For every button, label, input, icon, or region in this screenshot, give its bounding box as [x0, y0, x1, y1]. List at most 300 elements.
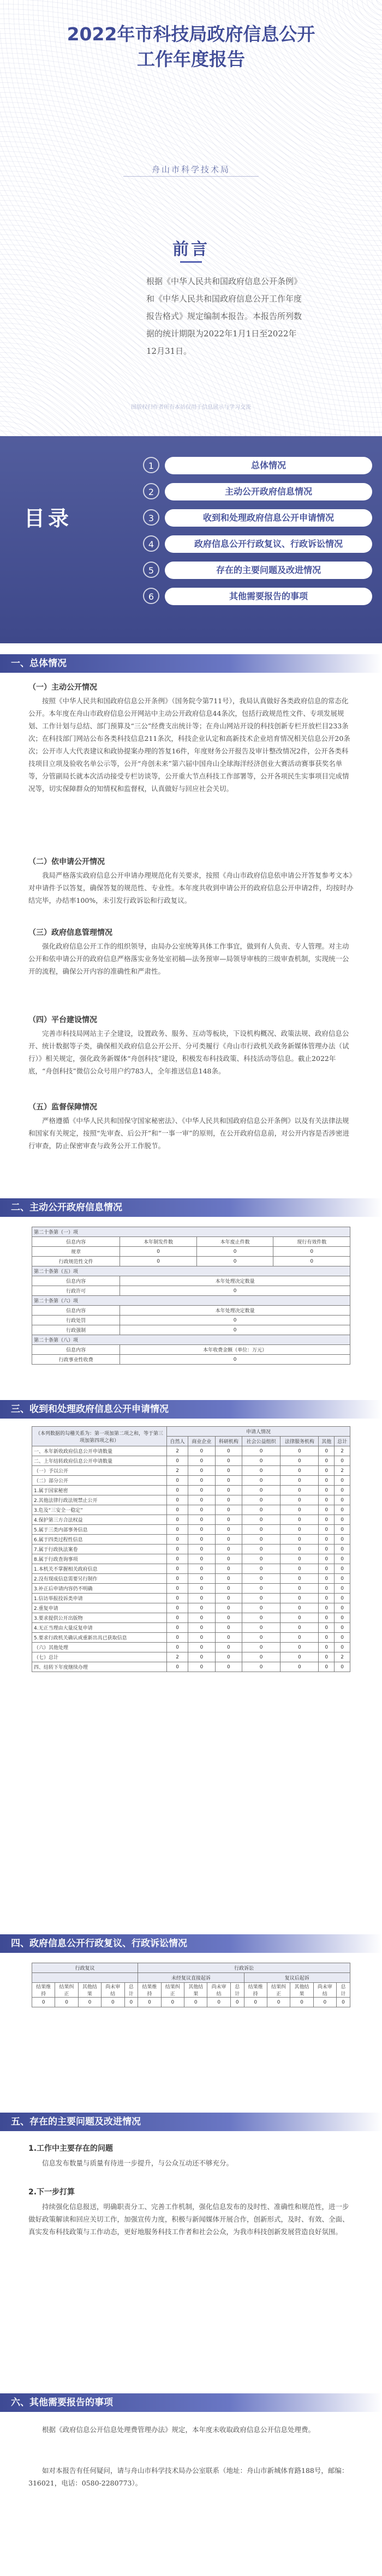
review-subheader: 结果维持 [32, 1983, 55, 1998]
table-cell: 0 [335, 1662, 350, 1672]
table-cell: 0 [167, 1623, 188, 1633]
toc-item[interactable] [143, 483, 372, 502]
table-cell: 0 [188, 1525, 215, 1535]
table-cell: 0 [215, 1613, 242, 1623]
table-row [32, 1515, 350, 1525]
table-cell: 0 [161, 1998, 184, 2007]
table-cell: 0 [335, 1486, 350, 1495]
review-subheader: 总计 [124, 1983, 138, 1998]
table-cell: 0 [242, 1545, 280, 1554]
review-subheader: 结果纠正 [55, 1983, 78, 1998]
table-cell: 0 [319, 1466, 335, 1476]
problems-paragraph: 信息发布数量与质量有待进一步提升，与公众互动还不够充分。 [42, 2159, 234, 2167]
s1-paragraph: 按照《中华人民共和国政府信息公开条例》（国务院令第711号），我局认真做好各类政府信息的常态化公开。本年度在舟山市政府信息公开网站中主动公开政府信息44条次，包括行政规范性文件、专项发展规划、工作计划与总结、部门预算及“三公”经费支出统计等；在舟山网站开设的科技创新专栏开放栏目233条次；在科技部门网站公布各类科技信息211条次，科技企业认定和高新技术企业培育情况相关信息公开20条次；公开市人大代表建议和政协提案办理的答复16件，年度财务公开报告及审计整改情况2件，公开各类科技项目立项及验收名单公示等，公开“舟创未来”第六届中国舟山全球海洋经济创业大赛活动赛事获奖名单等，分管副局长就本次活动接受专栏访谈等，公开重大节点科技工作部署等，公开各项民生实事项目完成情况等，切实保障群众的知情权和监督权，认真做好与回应社会关切。 [28, 697, 350, 793]
table-cell: 0 [188, 1574, 215, 1584]
table-cell: 0 [215, 1643, 242, 1652]
review-subheader: 尚未审结 [313, 1983, 336, 1998]
table-cell: 0 [280, 1515, 319, 1525]
cover-title-line2: 工作年度报告 [137, 49, 245, 70]
table-cell: 0 [280, 1574, 319, 1584]
table-cell: 0 [188, 1554, 215, 1564]
table-cell: 0 [184, 1998, 207, 2007]
s4-subheading: （四）平台建设情况 [28, 1016, 97, 1024]
row-label-header: （本列数据的勾稽关系为：第一项加第二项之和，等于第三项加第四项之和） [32, 1427, 167, 1446]
table-cell: 0 [335, 1633, 350, 1643]
table-cell: 0 [335, 1564, 350, 1574]
table-cell: 0 [280, 1584, 319, 1594]
plans-subheading: 2.下一步打算 [28, 2188, 75, 2197]
table-cell: 0 [242, 1554, 280, 1564]
table-header-cell: 现行有效件数 [273, 1237, 350, 1247]
table-cell: 0 [280, 1603, 319, 1613]
section3-title: 三、收到和处理政府信息公开申请情况 [11, 1404, 169, 1415]
foreword-title: 前言 [172, 240, 210, 259]
table-cell: 0 [215, 1515, 242, 1525]
toc-item[interactable] [143, 535, 372, 554]
table-row [32, 1584, 350, 1594]
table-cell: 0 [215, 1505, 242, 1515]
table-header-cell: 本年收费金额（单位：万元） [120, 1345, 350, 1355]
foreword-underline [180, 261, 202, 263]
table-row [32, 1613, 350, 1623]
toc-number: 3 [143, 509, 159, 526]
table-cell: 0 [215, 1584, 242, 1594]
direct-suit-header: 未经复议直接起诉 [138, 1973, 244, 1983]
table-cell: 0 [319, 1486, 335, 1495]
table-header-cell: 信息内容 [32, 1276, 120, 1286]
foreword-text: 根据《中华人民共和国政府信息公开条例》和《中华人民共和国政府信息公开工作年度报告格式》规定编制本报告。本报告所列数据的统计期限为2022年1月1日至2022年12月31日。 [146, 276, 302, 356]
table-row: 行政处罚 0 [32, 1316, 350, 1325]
table-cell: 0 [242, 1662, 280, 1672]
table-cell: 0 [188, 1603, 215, 1613]
table-row [32, 1525, 350, 1535]
table-cell: 0 [280, 1652, 319, 1662]
table-cell: 0 [319, 1545, 335, 1554]
table-cell: 0 [215, 1495, 242, 1505]
table-row [32, 1545, 350, 1554]
table-cell: 0 [280, 1466, 319, 1476]
table-cell: 0 [242, 1466, 280, 1476]
table-cell: 0 [319, 1613, 335, 1623]
s4-paragraph: 完善市科技局网站主子全建设，设置政务、服务、互动等板块，下设机构概况、政策法规、政府信息公开、统计数据等子类，确保相关政府信息公开公开、分可类履行《舟山市行政机关政务新媒体管理办法（试行）》相关规定，强化政务新媒体“舟创科技”建设，积极发布科技政策、科技活动等信息。截止2022年底，“舟创科技”微信公众号用户约783人，全年推送信息148条。 [28, 1029, 349, 1075]
table-cell: 0 [242, 1603, 280, 1613]
table-group-header: 第二十条第（一）项 [32, 1227, 350, 1237]
table-cell: 0 [280, 1594, 319, 1603]
row-label: （一）予以公开 [32, 1466, 167, 1476]
table-cell: 0 [188, 1505, 215, 1515]
row-label: 3.补正后申请内容仍不明确 [32, 1584, 167, 1594]
s3-subheading: （三）政府信息管理情况 [28, 928, 112, 937]
review-subheader: 其他结果 [184, 1983, 207, 1998]
table-cell: 2 [167, 1446, 188, 1456]
table-cell: 0 [319, 1515, 335, 1525]
table-cell: 0 [138, 1998, 161, 2007]
table-group-header: 第二十条第（五）项 [32, 1266, 350, 1276]
table-cell: 0 [280, 1545, 319, 1554]
table-cell: 0 [335, 1603, 350, 1613]
table-cell: 0 [32, 1998, 55, 2007]
table-header-cell: 信息内容 [32, 1345, 120, 1355]
table-cell: 0 [319, 1662, 335, 1672]
table-cell: 0 [242, 1643, 280, 1652]
table-cell: 0 [319, 1476, 335, 1486]
table-cell: 0 [280, 1446, 319, 1456]
table-cell: 0 [335, 1495, 350, 1505]
table-cell: 0 [319, 1564, 335, 1574]
table-cell: 0 [280, 1564, 319, 1574]
table-cell: 0 [188, 1486, 215, 1495]
table-cell: 0 [242, 1495, 280, 1505]
table-cell: 0 [215, 1525, 242, 1535]
table-cell: 0 [242, 1446, 280, 1456]
s1-subheading: （一）主动公开情况 [28, 683, 97, 692]
s5-subheading: （五）监督保障情况 [28, 1103, 97, 1112]
table-row [32, 1998, 350, 2007]
s3-paragraph: 强化政府信息公开工作的组织领导，由局办公室统筹具体工作事宜，做到有人负责、专人管理。对主动公开和依申请公开的政府信息严格落实业务处室初稿—法务预审—局领导审核的三级审查机制，实现统一公开的流程，确保公开内容的准确性和严肃性。 [28, 942, 349, 975]
table-row [32, 1633, 350, 1643]
table-cell: 0 [55, 1998, 78, 2007]
table-cell: 0 [319, 1456, 335, 1466]
table-cell: 0 [188, 1535, 215, 1545]
problems-subheading: 1.工作中主要存在的问题 [28, 2144, 114, 2153]
table-row [32, 1456, 350, 1466]
table-cell: 0 [215, 1476, 242, 1486]
applicant-column-header: 商业企业 [188, 1437, 215, 1446]
table-cell: 0 [242, 1515, 280, 1525]
table-cell: 2 [167, 1466, 188, 1476]
table-header-cell: 信息内容 [32, 1306, 120, 1316]
table-cell: 0 [280, 1525, 319, 1535]
table-row [32, 1535, 350, 1545]
table-cell: 0 [242, 1623, 280, 1633]
table-cell: 0 [335, 1515, 350, 1525]
table-cell: 0 [167, 1486, 188, 1495]
table-cell: 0 [335, 1643, 350, 1652]
row-label: 2.重复申请 [32, 1603, 167, 1613]
toc-item[interactable] [143, 509, 372, 528]
table-cell: 0 [188, 1652, 215, 1662]
section4-header [0, 1934, 382, 1953]
s2-subheading: （二）依申请公开情况 [28, 858, 105, 866]
table-cell: 0 [242, 1584, 280, 1594]
table-row [32, 1446, 350, 1456]
row-label: 8.属于行政查询事项 [32, 1554, 167, 1564]
section5-header [0, 2113, 382, 2131]
table-cell: 0 [188, 1564, 215, 1574]
section6-title: 六、其他需要报告的事项 [11, 2397, 113, 2408]
table-cell: 0 [280, 1554, 319, 1564]
table-cell: 0 [215, 1633, 242, 1643]
cover [0, 0, 382, 485]
toc-item-label: 存在的主要问题及改进情况 [165, 562, 372, 579]
table-cell: 0 [188, 1495, 215, 1505]
table-cell: 0 [215, 1554, 242, 1564]
row-label: 5.属于三类内部事务信息 [32, 1525, 167, 1535]
section2-header [0, 1198, 382, 1217]
row-label: （六）其他处理 [32, 1643, 167, 1652]
toc-number: 1 [143, 457, 159, 473]
table-cell: 0 [215, 1662, 242, 1672]
table-row [32, 1594, 350, 1603]
row-label: 7.属于行政执法案卷 [32, 1545, 167, 1554]
table-cell: 0 [242, 1613, 280, 1623]
table-cell: 0 [242, 1594, 280, 1603]
cover-department: 舟山市科学技术局 [151, 165, 230, 174]
toc-item-label: 总体情况 [165, 457, 372, 474]
table-cell: 0 [280, 1535, 319, 1545]
table-cell: 0 [215, 1466, 242, 1476]
table-cell: 0 [215, 1446, 242, 1456]
table-cell: 0 [335, 1545, 350, 1554]
table-cell: 0 [188, 1466, 215, 1476]
toc-item[interactable] [143, 457, 372, 475]
table-cell: 0 [124, 1998, 138, 2007]
toc-label: 目录 [24, 506, 73, 530]
toc-item-label: 收到和处理政府信息公开申请情况 [165, 509, 372, 527]
table-header-cell: 本年处理决定数量 [120, 1306, 350, 1316]
table-cell: 0 [188, 1633, 215, 1643]
review-subheader: 其他结果 [290, 1983, 313, 1998]
table-cell: 0 [188, 1545, 215, 1554]
table-cell: 0 [188, 1584, 215, 1594]
table-group-header: 第二十条第（八）项 [32, 1335, 350, 1345]
table-cell: 0 [319, 1643, 335, 1652]
applicant-header: 申请人情况 [167, 1427, 350, 1437]
table-cell: 0 [335, 1594, 350, 1603]
table-row: 行政事业性收费 0 [32, 1355, 350, 1365]
toc-number: 6 [143, 588, 159, 604]
table-cell: 2 [335, 1466, 350, 1476]
table-cell: 0 [167, 1525, 188, 1535]
table-cell: 0 [319, 1584, 335, 1594]
table-cell: 0 [280, 1495, 319, 1505]
table-cell: 0 [188, 1446, 215, 1456]
contact-paragraph: 如对本报告有任何疑问，请与舟山市科学技术局办公室联系（地址：舟山市新城体育路188号，邮编：316021，电话：0580-2280773）。 [28, 2466, 349, 2487]
table-cell: 0 [167, 1603, 188, 1613]
s2-paragraph: 我局严格落实政府信息公开申请办理规范化有关要求，按照《舟山市政府信息依申请公开答复参考文本》对申请件予以答复，确保答复的规范性、专业性。本年度共收到申请公开的政府信息公开申请2件，均按时办结完毕，办结率100%，未引发行政诉讼和行政复议。 [28, 871, 354, 904]
table-cell: 0 [242, 1476, 280, 1486]
table-cell: 2 [335, 1652, 350, 1662]
review-subheader: 结果纠正 [161, 1983, 184, 1998]
table-cell: 0 [335, 1456, 350, 1466]
applicant-column-header: 其他 [319, 1437, 335, 1446]
table-cell: 0 [280, 1505, 319, 1515]
toc-list [143, 457, 372, 614]
table-cell: 0 [335, 1525, 350, 1535]
review-subheader: 尚未审结 [102, 1983, 124, 1998]
table-cell: 0 [167, 1476, 188, 1486]
table-cell: 0 [242, 1564, 280, 1574]
table-cell: 0 [319, 1603, 335, 1613]
table-cell: 0 [319, 1554, 335, 1564]
review-subheader: 结果维持 [244, 1983, 267, 1998]
table-cell: 0 [313, 1998, 336, 2007]
table-header-cell: 信息内容 [32, 1237, 120, 1247]
toc-item[interactable] [143, 588, 372, 606]
toc-number: 2 [143, 483, 159, 499]
table-cell: 0 [167, 1662, 188, 1672]
table-cell: 0 [188, 1594, 215, 1603]
table-header-cell: 本年处理决定数量 [120, 1276, 350, 1286]
table-cell: 0 [319, 1574, 335, 1584]
table-cell: 0 [102, 1998, 124, 2007]
row-label: 1.信访举报投诉类申请 [32, 1594, 167, 1603]
review-subheader: 尚未审结 [207, 1983, 230, 1998]
table-cell: 0 [167, 1594, 188, 1603]
table-cell: 0 [242, 1486, 280, 1495]
table-cell: 0 [280, 1613, 319, 1623]
table-cell: 0 [242, 1505, 280, 1515]
table-cell: 0 [78, 1998, 101, 2007]
row-label: 4.保护第三方合法权益 [32, 1515, 167, 1525]
table-cell: 0 [188, 1623, 215, 1633]
table-cell: 0 [335, 1613, 350, 1623]
toc-number: 4 [143, 535, 159, 552]
plans-paragraph: 持续强化信息报送，明确职责分工、完善工作机制，强化信息发布的及时性、准确性和规范性，进一步做好政策解读和回应关切工作，加强宣传力度，积极与新闻媒体开展合作，创新形式，及时、有效、全面、真实发布科技政策与工作动态，更好地服务科技工作者和社会公众，为我市科技创新发展营造良好氛围。 [28, 2203, 349, 2236]
table-cell: 0 [290, 1998, 313, 2007]
row-label: 4.无正当理由大量反复申请 [32, 1623, 167, 1633]
table-cell: 0 [188, 1613, 215, 1623]
applicant-column-header: 科研机构 [215, 1437, 242, 1446]
table-cell: 0 [242, 1574, 280, 1584]
table-cell: 0 [167, 1515, 188, 1525]
row-label: 3.危及“三安全一稳定” [32, 1505, 167, 1515]
table-cell: 0 [319, 1495, 335, 1505]
table-row [32, 1505, 350, 1515]
row-label: 二、上年结转政府信息公开申请数量 [32, 1456, 167, 1466]
table-row [32, 1476, 350, 1486]
table-cell: 0 [267, 1998, 290, 2007]
table-cell: 0 [280, 1633, 319, 1643]
table-cell: 0 [215, 1603, 242, 1613]
toc-item-label: 主动公开政府信息情况 [165, 483, 372, 500]
table-cell: 0 [167, 1456, 188, 1466]
table-cell: 0 [188, 1476, 215, 1486]
row-label: 5.要求行政机关确认或重新出具已获取信息 [32, 1633, 167, 1643]
row-label: （二）部分公开 [32, 1476, 167, 1486]
table-cell: 0 [167, 1643, 188, 1652]
review-subheader: 其他结果 [78, 1983, 101, 1998]
table-cell: 0 [335, 1535, 350, 1545]
table-cell: 0 [319, 1594, 335, 1603]
table-cell: 0 [188, 1515, 215, 1525]
table-cell: 0 [215, 1535, 242, 1545]
table-cell: 0 [167, 1535, 188, 1545]
section6-header [0, 2393, 382, 2412]
applicant-column-header: 自然人 [167, 1437, 188, 1446]
table-row [32, 1643, 350, 1652]
table-cell: 2 [167, 1652, 188, 1662]
section5-title: 五、存在的主要问题及改进情况 [11, 2116, 141, 2127]
table-cell: 0 [215, 1594, 242, 1603]
table-cell: 0 [215, 1545, 242, 1554]
section3-header [0, 1400, 382, 1419]
table-cell: 0 [335, 1574, 350, 1584]
table-cell: 0 [207, 1998, 230, 2007]
row-label: 2.没有现成信息需要另行制作 [32, 1574, 167, 1584]
applicant-column-header: 法律服务机构 [280, 1437, 319, 1446]
table-cell: 0 [215, 1456, 242, 1466]
table-cell: 0 [188, 1456, 215, 1466]
table-cell: 0 [215, 1623, 242, 1633]
table-cell: 0 [319, 1525, 335, 1535]
table-row [32, 1486, 350, 1495]
fee-paragraph: 根据《政府信息公开信息处理费管理办法》规定，本年度未收取政府信息公开信息处理费。 [42, 2426, 315, 2434]
table-group-header: 第二十条第（六）项 [32, 1296, 350, 1306]
toc-number: 5 [143, 562, 159, 578]
table-cell: 0 [215, 1564, 242, 1574]
table-cell: 0 [335, 1476, 350, 1486]
row-label: 一、本年新收政府信息公开申请数量 [32, 1446, 167, 1456]
review-litigation-table [32, 1963, 350, 2007]
table-cell: 0 [215, 1574, 242, 1584]
table-row [32, 1554, 350, 1564]
toc-item[interactable] [143, 562, 372, 580]
table-row [32, 1466, 350, 1476]
row-label: 1.本机关不掌握相关政府信息 [32, 1564, 167, 1574]
table-cell: 0 [335, 1554, 350, 1564]
review-header: 行政复议 [32, 1963, 138, 1973]
table-cell: 0 [167, 1545, 188, 1554]
litigation-header: 行政诉讼 [138, 1963, 350, 1973]
table-cell: 0 [335, 1505, 350, 1515]
table-cell: 0 [167, 1564, 188, 1574]
table-cell: 0 [280, 1623, 319, 1633]
table-cell: 0 [337, 1998, 350, 2007]
table-cell: 0 [319, 1535, 335, 1545]
row-label: 6.属于四类过程性信息 [32, 1535, 167, 1545]
table-row: 行政强制 0 [32, 1325, 350, 1335]
application-table [32, 1426, 350, 1672]
table-cell: 0 [230, 1998, 244, 2007]
review-subheader: 结果纠正 [267, 1983, 290, 1998]
table-cell: 0 [188, 1662, 215, 1672]
table-cell: 0 [167, 1495, 188, 1505]
table-cell: 0 [215, 1486, 242, 1495]
after-review-header: 复议后起诉 [244, 1973, 350, 1983]
applicant-column-header: 社会公益组织 [242, 1437, 280, 1446]
table-cell: 0 [280, 1486, 319, 1495]
table-row [32, 1652, 350, 1662]
toc-item-label: 政府信息公开行政复议、行政诉讼情况 [165, 535, 372, 553]
table-cell: 0 [167, 1574, 188, 1584]
table-cell: 2 [335, 1446, 350, 1456]
table-cell: 0 [242, 1525, 280, 1535]
table-row [32, 1495, 350, 1505]
table-header-cell: 本年制发件数 [120, 1237, 197, 1247]
section1-header [0, 654, 382, 673]
table-cell: 0 [335, 1584, 350, 1594]
table-of-contents [0, 436, 382, 643]
proactive-disclosure-table [32, 1227, 350, 1365]
review-subheader: 总计 [230, 1983, 244, 1998]
review-subheader: 结果维持 [138, 1983, 161, 1998]
table-cell: 0 [167, 1584, 188, 1594]
section1-title: 一、总体情况 [11, 658, 67, 669]
table-cell: 0 [280, 1662, 319, 1672]
table-cell: 0 [319, 1446, 335, 1456]
table-cell: 0 [188, 1643, 215, 1652]
table-row [32, 1564, 350, 1574]
table-cell: 0 [319, 1505, 335, 1515]
row-label: （七）总计 [32, 1652, 167, 1662]
table-cell: 0 [215, 1652, 242, 1662]
table-cell: 0 [280, 1456, 319, 1466]
cover-title-line1: 2022年市科技局政府信息公开 [67, 23, 315, 45]
table-cell: 0 [167, 1505, 188, 1515]
table-cell: 0 [167, 1554, 188, 1564]
section4-title: 四、政府信息公开行政复议、行政诉讼情况 [11, 1938, 187, 1949]
